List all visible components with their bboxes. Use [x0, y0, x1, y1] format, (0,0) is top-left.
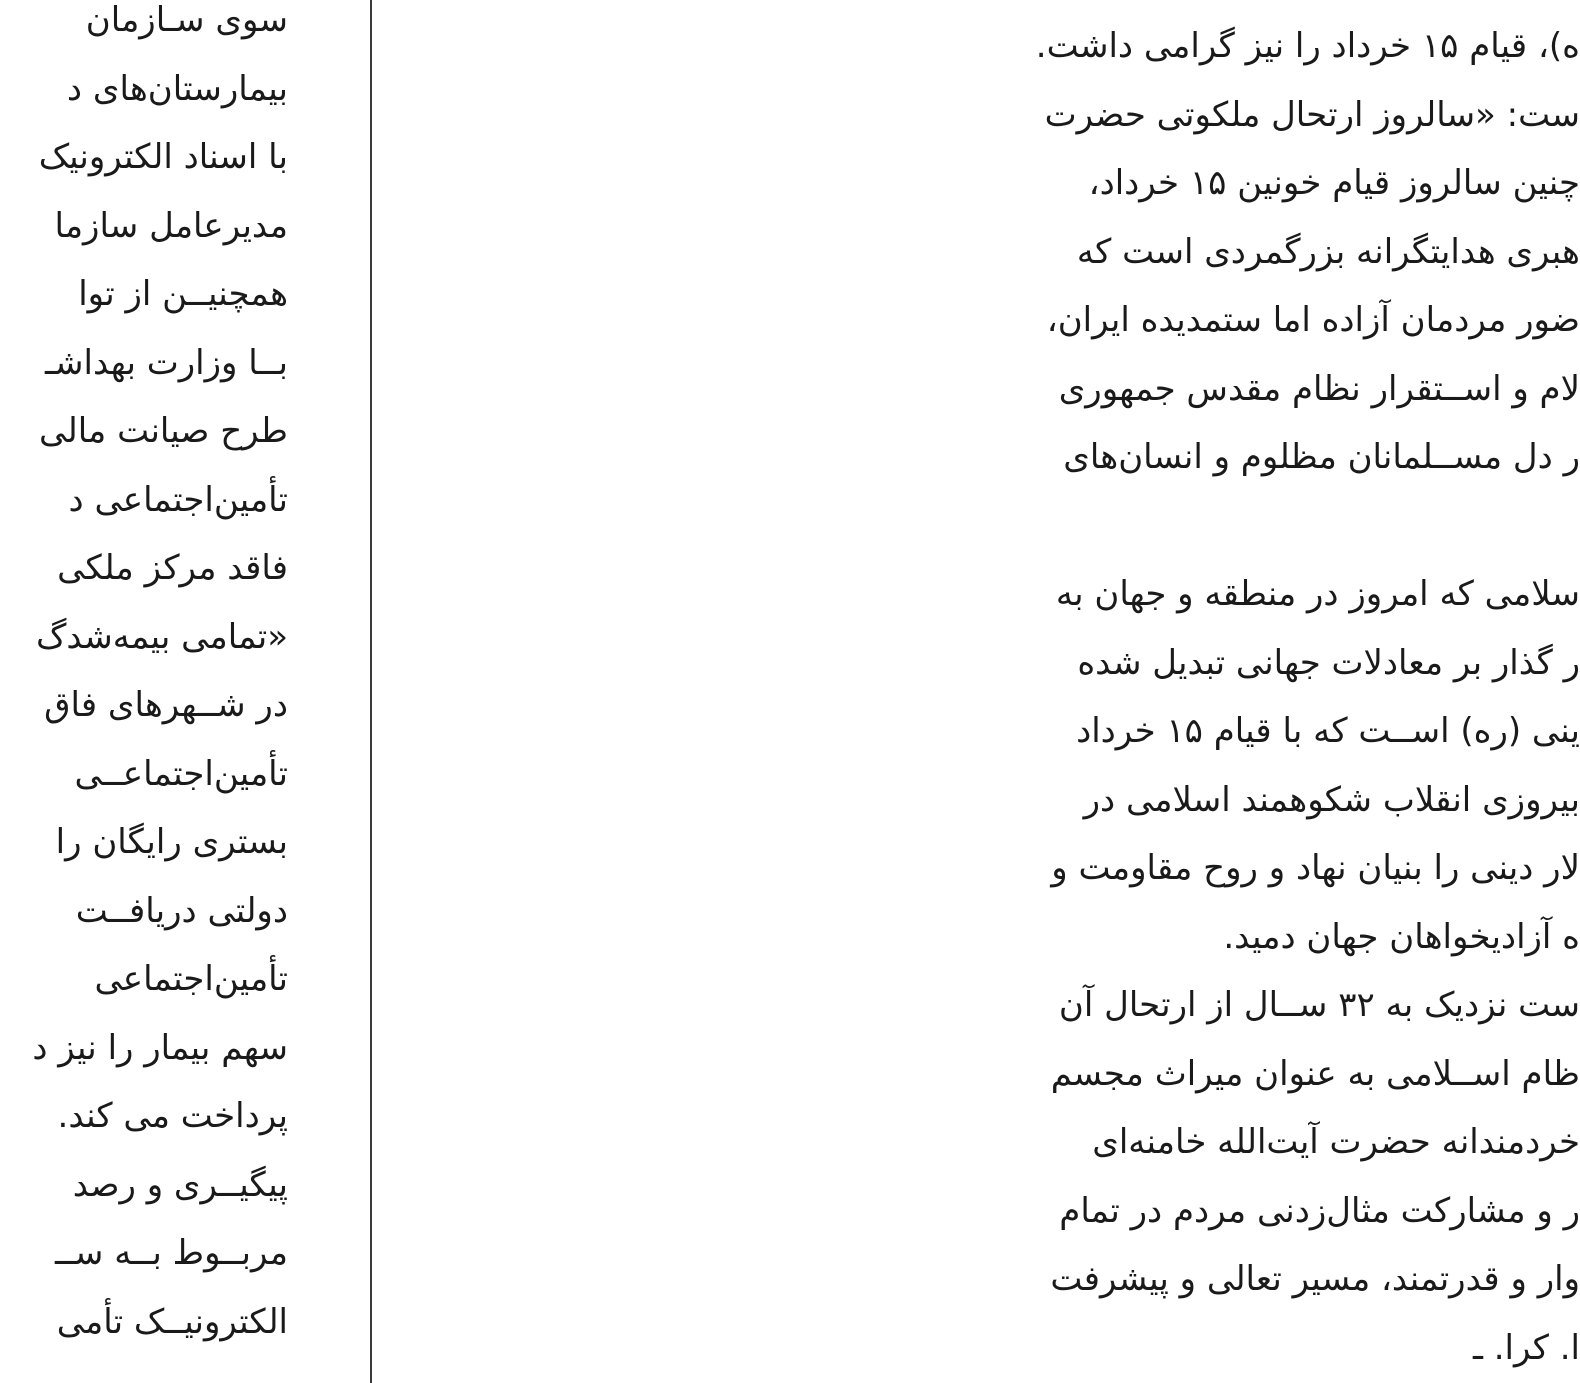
left-column-line: بــا وزارت بهداشـ — [45, 342, 288, 383]
left-column-line: همچنیــن از توا — [78, 274, 288, 314]
right-column-line: ظام اســلامی به عنوان میراث مجسم — [1050, 1053, 1580, 1094]
left-article-column — [0, 0, 288, 1383]
right-column-line: چنین سالروز قیام خونین ۱۵ خرداد، — [1088, 163, 1580, 203]
right-column-line: ینی (ره) اســت که با قیام ۱۵ خرداد — [1076, 711, 1580, 751]
right-column-line: لار دینی را بنیان نهاد و روح مقاومت و — [1051, 848, 1580, 888]
left-column-line: سهم بیمار را نیز د — [32, 1027, 288, 1068]
right-column-line: ا. کرا. ـ — [1472, 1327, 1580, 1368]
right-column-line: ر گذار بر معادلات جهانی تبدیل شده — [1077, 642, 1580, 683]
left-column-line: بستری رایگان را — [55, 822, 288, 862]
right-column-line: ه)، قیام ۱۵ خرداد را نیز گرامی داشت. — [1035, 26, 1580, 66]
right-column-line — [880, 503, 1580, 549]
left-column-line: سوی سـازمان — [85, 0, 288, 40]
left-column-line: دولتی دریافــت — [75, 890, 288, 931]
left-column-line: پرداخت می کند. — [57, 1096, 288, 1136]
left-column-line: مربــوط بــه ســ — [54, 1233, 288, 1273]
left-column-line: تأمین‌اجتماعی — [94, 959, 288, 999]
left-column-line: بیمارستان‌های د — [66, 68, 288, 109]
left-column-line: «تمامی بیمه‌شدگ — [35, 616, 288, 657]
right-column-line: ر دل مســلمانان مظلوم و انسان‌های — [1063, 437, 1580, 477]
left-column-line: تأمین‌اجتماعــی — [74, 753, 288, 794]
column-divider — [370, 0, 372, 1383]
right-column-line: ضور مردمان آزاده اما ستمدیده ایران، — [1046, 300, 1580, 340]
left-column-line: با اسناد الکترونیک — [38, 137, 288, 177]
right-column-line: ست: «سالروز ارتحال ملکوتی حضرت — [1044, 94, 1580, 135]
right-column-line: خردمندانه حضرت آیت‌الله خامنه‌ای — [1092, 1122, 1580, 1162]
right-column-line: وار و قدرتمند، مسیر تعالی و پیشرفت — [1050, 1259, 1580, 1299]
left-column-line: پیگیــری و رصد — [72, 1164, 288, 1205]
right-column-line: هبری هدایتگرانه بزرگمردی است که — [1076, 231, 1580, 272]
left-column-line: الکترونیــک تأمی — [56, 1301, 288, 1342]
right-article-column — [880, 0, 1580, 1383]
right-column-line: لام و اســتقرار نظام مقدس جمهوری — [1058, 368, 1580, 409]
left-column-line: در شــهرهای فاق — [44, 685, 288, 725]
right-column-line: بیروزی انقلاب شکوهمند اسلامی در — [1083, 779, 1580, 820]
left-column-line: فاقد مرکز ملکی — [57, 548, 288, 588]
left-column-line: طرح صیانت مالی — [39, 411, 288, 451]
right-column-line: سلامی که امروز در منطقه و جهان به — [1055, 574, 1580, 614]
right-column-line: ه آزادیخواهان جهان دمید. — [1223, 916, 1580, 957]
right-column-line: ر و مشارکت مثال‌زدنی مردم در تمام — [1059, 1190, 1580, 1231]
left-column-line: تأمین‌اجتماعی د — [68, 479, 288, 520]
left-column-line: مدیرعامل سازما — [54, 205, 288, 246]
right-column-line: ست نزدیک به ۳۲ ســال از ارتحال آن — [1058, 985, 1580, 1025]
